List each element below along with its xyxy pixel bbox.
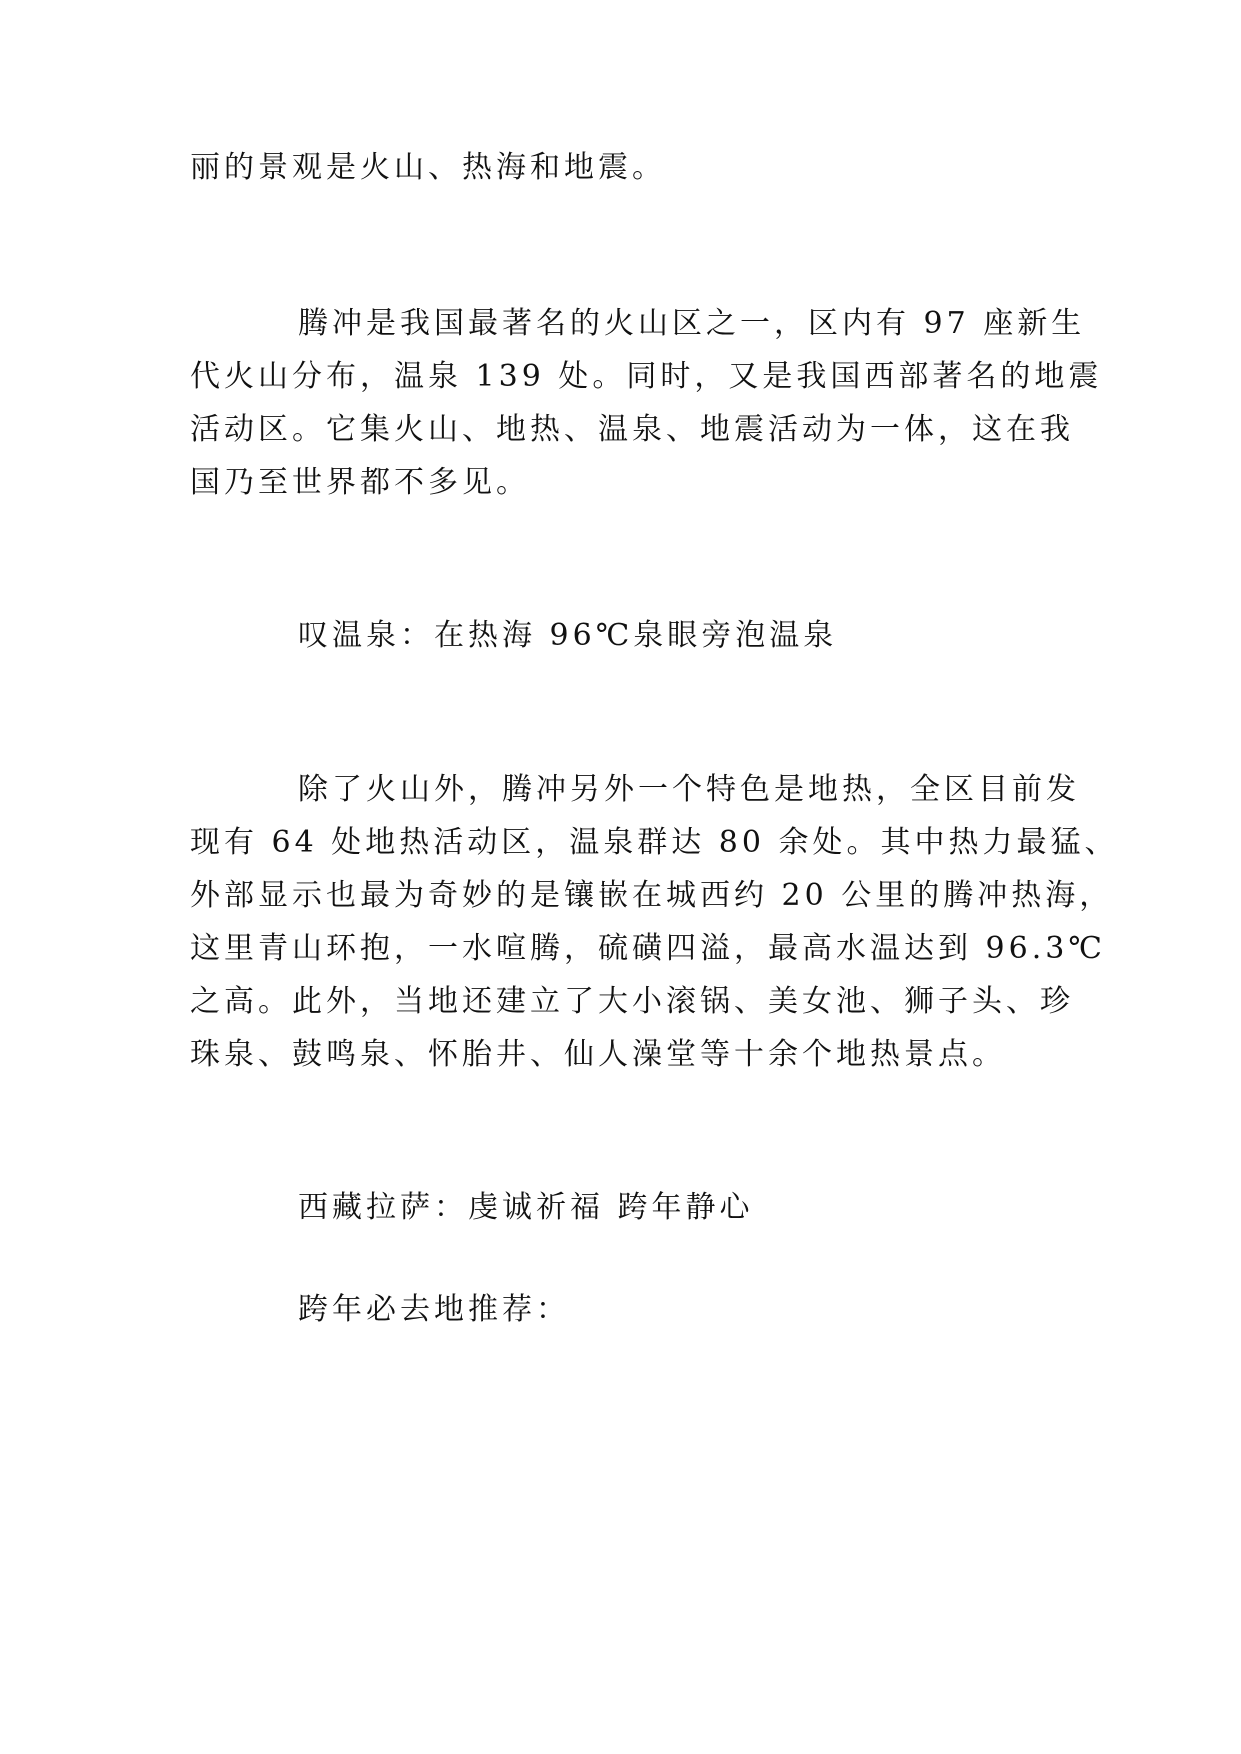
paragraph-line: 这里青山环抱，一水喧腾，硫磺四溢，最高水温达到 96.3℃ <box>190 931 1106 966</box>
heading-lhasa: 西藏拉萨：虔诚祈福 跨年静心 <box>298 1190 754 1225</box>
paragraph-line: 国乃至世界都不多见。 <box>190 465 530 500</box>
paragraph-intro-tail: 丽的景观是火山、热海和地震。 <box>190 150 666 185</box>
paragraph-line: 除了火山外，腾冲另外一个特色是地热，全区目前发 <box>298 772 1080 807</box>
paragraph-line: 现有 64 处地热活动区，温泉群达 80 余处。其中热力最猛、 <box>190 825 1119 860</box>
heading-hot-spring: 叹温泉：在热海 96℃泉眼旁泡温泉 <box>298 618 838 653</box>
paragraph-line: 腾冲是我国最著名的火山区之一，区内有 97 座新生 <box>298 306 1086 341</box>
paragraph-line: 代火山分布，温泉 139 处。同时，又是我国西部著名的地震 <box>190 359 1103 394</box>
paragraph-line: 外部显示也最为奇妙的是镶嵌在城西约 20 公里的腾冲热海， <box>190 878 1114 913</box>
heading-recommend: 跨年必去地推荐： <box>298 1292 570 1327</box>
paragraph-line: 活动区。它集火山、地热、温泉、地震活动为一体，这在我 <box>190 412 1074 447</box>
paragraph-line: 珠泉、鼓鸣泉、怀胎井、仙人澡堂等十余个地热景点。 <box>190 1037 1006 1072</box>
paragraph-line: 之高。此外，当地还建立了大小滚锅、美女池、狮子头、珍 <box>190 984 1074 1019</box>
